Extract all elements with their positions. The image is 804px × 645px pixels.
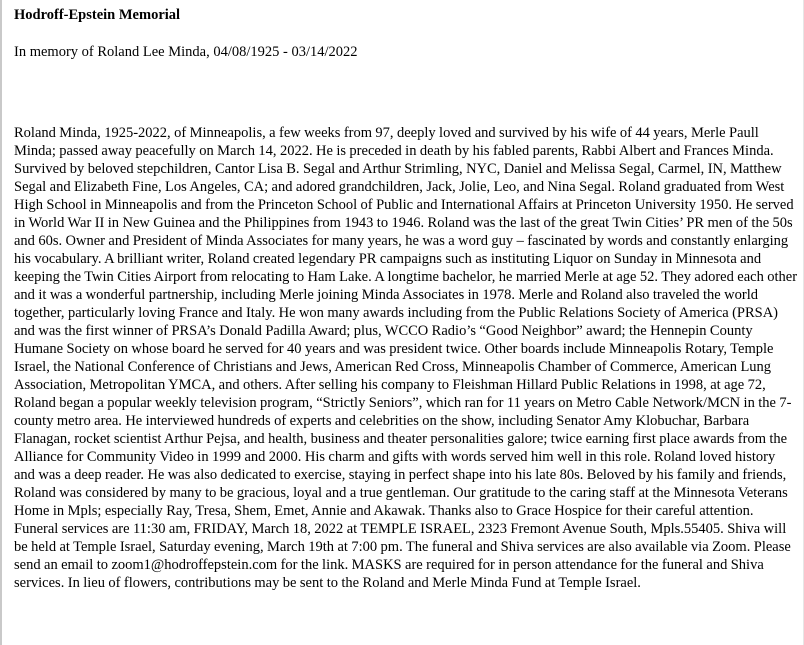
obituary-text: Roland Minda, 1925-2022, of Minneapolis, a few weeks from 97, deeply loved and survived by his wife of 44 years, Merle Paull Minda; passed away peacefully on March 14, 2022. He is preceded in death by his fabled parents, Rabbi Albert and Frances Minda. Survived by beloved stepchildren, Cantor Lisa B. Segal and Arthur Strimling, NYC, Daniel and Melissa Segal, Carmel, IN, Matthew Segal and Elizabeth Fine, Los Angeles, CA; and adored grandchildren, Jack, Jolie, Leo, and Nina Segal. Roland graduated from West High School in Minneapolis and from the Princeton School of Public and International Affairs at Princeton University 1950. He served in World War II in New Guinea and the Philippines from 1943 to 1946. Roland was the last of the great Twin Cities’ PR men of the 50s and 60s. Owner and President of Minda Associates for many years, he was a word guy – fascinated by words and constantly enlarging his vocabulary. A brilliant writer, Roland created legendary PR campaigns such as instituting Liquor on Sunday in Minnesota and keeping the Twin Cities Airport from relocating to Ham Lake. A longtime bachelor, he married Merle at age 52. They adored each other and it was a wonderful partnership, including Merle joining Minda Associates in 1978. Merle and Roland also traveled the world together, particularly loving France and Italy. He won many awards including from the Public Relations Society of America (PRSA) and was the first winner of PRSA’s Donald Padilla Award; plus, WCCO Radio’s “Good Neighbor” award; the Hennepin County Humane Society on whose board he served for 40 years and was president twice. Other boards include Minneapolis Rotary, Temple Israel, the National Conference of Christians and Jews, American Red Cross, Minneapolis Chamber of Commerce, American Lung Association, Metropolitan YMCA, and others. After selling his company to Fleishman Hillard Public Relations in 1998, at age 72, Roland began a popular weekly television program, “Strictly Seniors”, which ran for 11 years on Metro Cable Network/MCN in the 7-county metro area. He interviewed hundreds of experts and celebrities on the show, including Senator Amy Klobuchar, Barbara Flanagan, rocket scientist Arthur Pejsa, and health, business and theater personalities galore; twice earning first place awards from the Alliance for Community Video in 1999 and 2000. His charm and gifts with words served him well in this role. Roland loved history and was a deep reader. He was also dedicated to exercise, staying in perfect shape into his late 80s. Beloved by his family and friends, Roland was considered by many to be gracious, loyal and a true gentleman. Our gratitude to the caring staff at the Minnesota Veterans Home in Mpls; especially Ray, Tresa, Shem, Emet, Annie and Akawak. Thanks also to Grace Hospice for their careful attention. Funeral services are 11:30 am, FRIDAY, March 18, 2022 at TEMPLE ISRAEL, 2323 Fremont Avenue South, Mpls.55405. Shiva will be held at Temple Israel, Saturday evening, March 19th at 7:00 pm. The funeral and Shiva services are also available via Zoom. Please send an email to zoom1@hodroffepstein.com for the link. MASKS are required for in person attendance for the funeral and Shiva services. In lieu of flowers, contributions may be sent to the Roland and Merle Minda Fund at Temple Israel. [14, 125, 798, 591]
window-left-border [0, 0, 2, 645]
page-title: Hodroff-Epstein Memorial [14, 7, 181, 23]
document-body [14, 6, 798, 592]
memorial-dates-line: In memory of Roland Lee Minda, 04/08/1925 - 03/14/2022 [14, 44, 358, 60]
